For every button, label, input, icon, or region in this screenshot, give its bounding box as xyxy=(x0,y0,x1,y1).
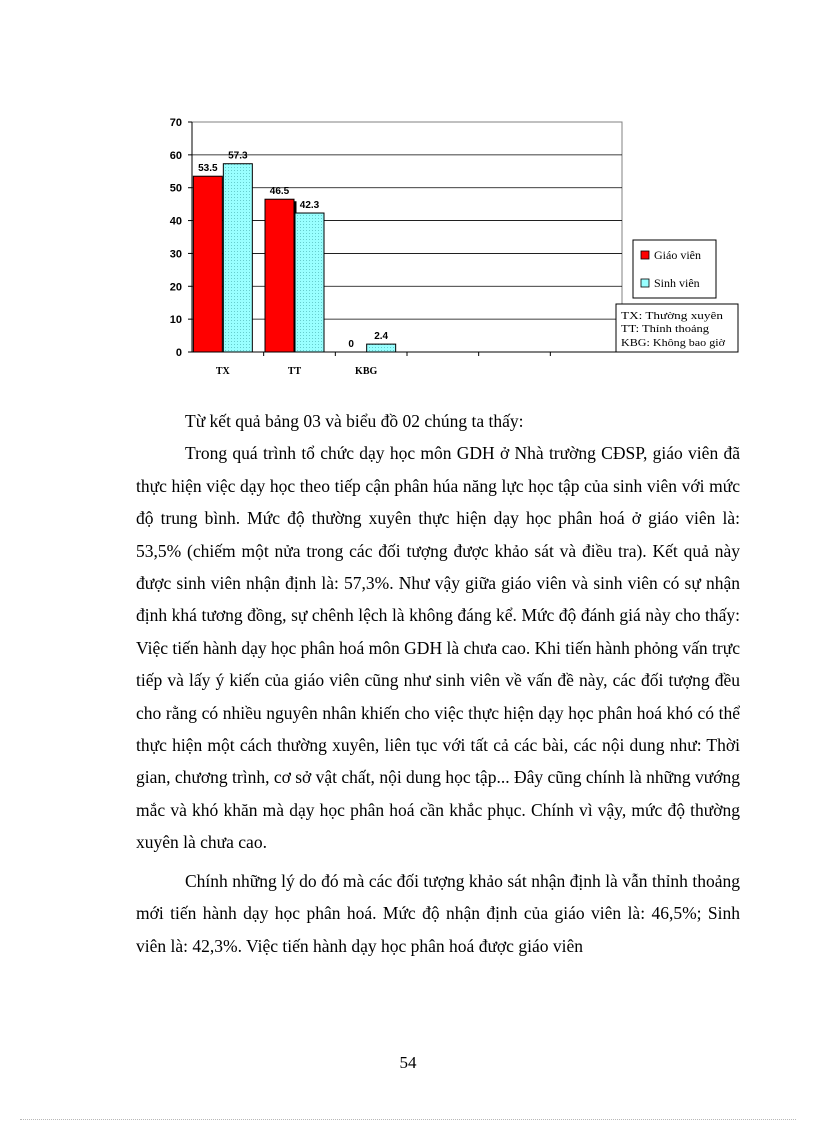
note-line-kbg: KBG: Không bao giờ xyxy=(621,338,726,349)
y-tick-label: 40 xyxy=(169,215,182,228)
paragraph-intro: Từ kết quả bảng 03 và biểu đồ 02 chúng ta thấy: xyxy=(185,411,524,431)
x-tick-label: TT xyxy=(287,366,302,377)
x-axis-ticks xyxy=(216,352,550,377)
y-tick-label: 60 xyxy=(169,149,182,162)
legend-label-sinh-vien: Sinh viên xyxy=(654,276,700,290)
y-tick-label: 50 xyxy=(169,182,182,195)
note-line-tt: TT: Thỉnh thoảng xyxy=(621,324,709,335)
bar-value-label: 0 xyxy=(348,339,354,350)
legend-swatch-sinh-vien xyxy=(641,279,649,287)
y-tick-label: 20 xyxy=(169,281,182,294)
bar-giáo-viên-tt xyxy=(265,199,294,352)
body-text xyxy=(136,405,740,962)
paragraph-continuation: Chính những lý do đó mà các đối tượng khảo sát nhận định là vẫn thỉnh thoảng mới tiến hành dạy học phân hoá. Mức độ nhận định của giáo viên là: 46,5%; Sinh viên là: 42,3%. Việc tiến hành dạy học phân hoá được giáo viên xyxy=(136,870,740,956)
legend-swatch-giao-vien xyxy=(641,251,649,259)
bar-value-label: 57.3 xyxy=(228,150,248,162)
y-tick-label: 10 xyxy=(169,314,182,327)
bar-value-label: 53.5 xyxy=(198,163,218,175)
bar-sinh-viên-kbg xyxy=(367,344,396,352)
bar-sinh-viên-tx xyxy=(223,164,252,352)
bar-value-label: 2.4 xyxy=(374,331,389,343)
y-tick-label: 30 xyxy=(169,248,182,261)
bar-sinh-viên-tt xyxy=(295,213,324,352)
x-tick-label: KBG xyxy=(355,366,378,377)
plot-frame xyxy=(192,122,622,352)
y-tick-label: 70 xyxy=(169,117,182,129)
legend-label-giao-vien: Giáo viên xyxy=(654,248,701,262)
y-tick-label: 0 xyxy=(175,347,182,359)
footer-dotted-rule xyxy=(20,1119,796,1120)
y-axis-ticks xyxy=(170,117,192,359)
plot-area xyxy=(170,117,622,377)
x-tick-label: TX xyxy=(215,366,230,377)
legend xyxy=(633,240,716,298)
bar-giáo-viên-tx xyxy=(193,176,222,352)
abbreviation-note xyxy=(616,304,738,352)
page-number: 54 xyxy=(399,1053,417,1072)
bar-value-label: 46.5 xyxy=(269,186,290,198)
bar-chart xyxy=(150,110,750,385)
bar-value-label: 42.3 xyxy=(299,200,320,212)
paragraph-main: Trong quá trình tổ chức dạy học môn GDH ở Nhà trường CĐSP, giáo viên đã thực hiện việc dạy học theo tiếp cận phân húa năng lực học tập của sinh viên với mức độ trung bình. Mức độ thường xuyên thực hiện dạy học phân hoá ở giáo viên là: 53,5% (chiếm một nửa trong các đối tượng được khảo sát và điều tra). Kết quả này được sinh viên nhận định là: 57,3%. Như vậy giữa giáo viên và sinh viên có sự nhận định khá tương đồng, sự chênh lệch là không đáng kể. Mức độ đánh giá này cho thấy: Việc tiến hành dạy học phân hoá môn GDH là chưa cao. Khi tiến hành phỏng vấn trực tiếp và lấy ý kiến của giáo viên cũng như sinh viên về vấn đề này, các đối tượng đều cho rằng có nhiều nguyên nhân khiến cho việc thực hiện dạy học phân hoá khó có thể thực hiện một cách thường xuyên, liên tục với tất cả các bài, các nội dung như: Thời gian, chương trình, cơ sở vật chất, nội dung học tập... Đây cũng chính là những vướng mắc và khó khăn mà dạy học phân hoá cần khắc phục. Chính vì vậy, mức độ thường xuyên là chưa cao. xyxy=(136,443,740,853)
note-line-tx: TX: Thường xuyên xyxy=(621,311,723,322)
